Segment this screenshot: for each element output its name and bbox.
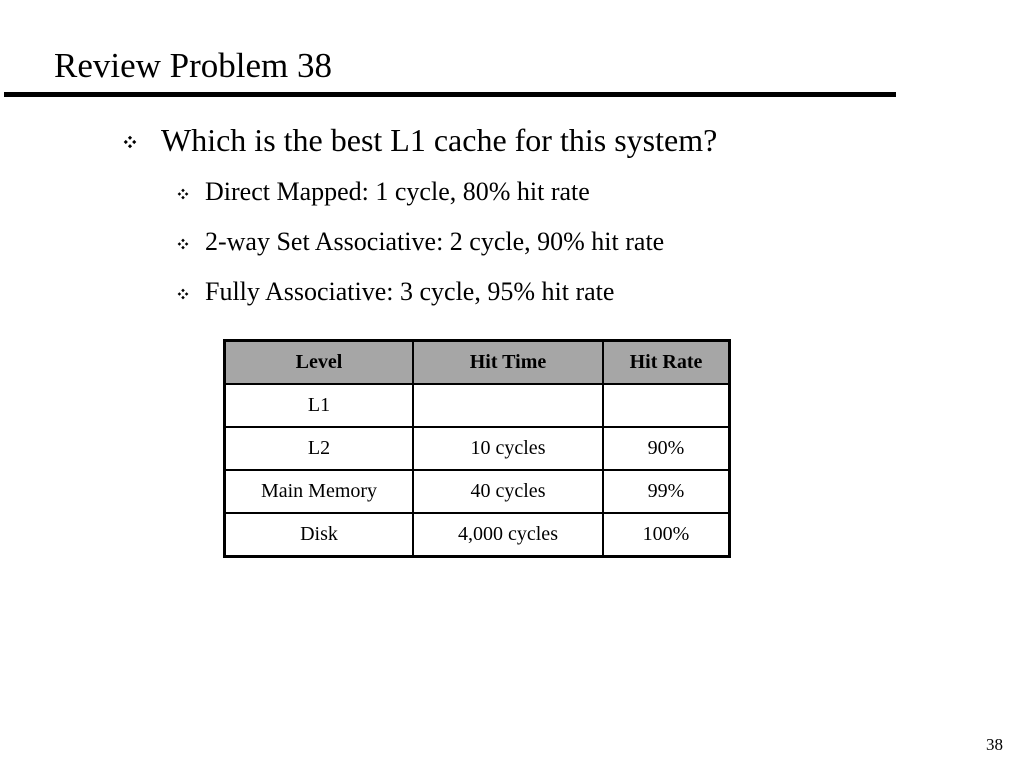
slide-title: Review Problem 38: [54, 46, 333, 85]
page-number: 38: [986, 735, 1003, 754]
table-header-row: [225, 341, 730, 385]
four-diamond-bullet-icon: [177, 288, 189, 300]
cell-hit-rate: 90%: [603, 427, 730, 470]
main-bullet-text: Which is the best L1 cache for this system?: [161, 121, 718, 158]
sub-bullet-fully-associative: [177, 275, 614, 309]
header-hit-time: Hit Time: [413, 341, 603, 385]
cell-level: Main Memory: [225, 470, 414, 513]
table-row: [225, 384, 730, 427]
cell-hit-time: 4,000 cycles: [413, 513, 603, 557]
header-level: Level: [225, 341, 414, 385]
cell-level: L2: [225, 427, 414, 470]
four-diamond-bullet-icon: [123, 135, 137, 149]
cell-hit-time: 40 cycles: [413, 470, 603, 513]
four-diamond-bullet-icon: [177, 238, 189, 250]
sub-bullet-text: Fully Associative: 3 cycle, 95% hit rate: [205, 277, 615, 306]
table-row: [225, 427, 730, 470]
main-bullet: [123, 118, 717, 162]
cell-hit-time: 10 cycles: [413, 427, 603, 470]
header-hit-rate: Hit Rate: [603, 341, 730, 385]
table-row: [225, 513, 730, 557]
cell-level: Disk: [225, 513, 414, 557]
sub-bullet-2-way: [177, 225, 664, 259]
sub-bullet-text: Direct Mapped: 1 cycle, 80% hit rate: [205, 177, 590, 206]
table-row: [225, 470, 730, 513]
cell-hit-time: [413, 384, 603, 427]
cell-hit-rate: 100%: [603, 513, 730, 557]
cell-hit-rate: 99%: [603, 470, 730, 513]
cache-hierarchy-table: [223, 339, 731, 558]
cell-hit-rate: [603, 384, 730, 427]
sub-bullet-text: 2-way Set Associative: 2 cycle, 90% hit rate: [205, 227, 665, 256]
sub-bullet-direct-mapped: [177, 175, 590, 209]
cell-level: L1: [225, 384, 414, 427]
four-diamond-bullet-icon: [177, 188, 189, 200]
title-underline: [4, 92, 896, 97]
